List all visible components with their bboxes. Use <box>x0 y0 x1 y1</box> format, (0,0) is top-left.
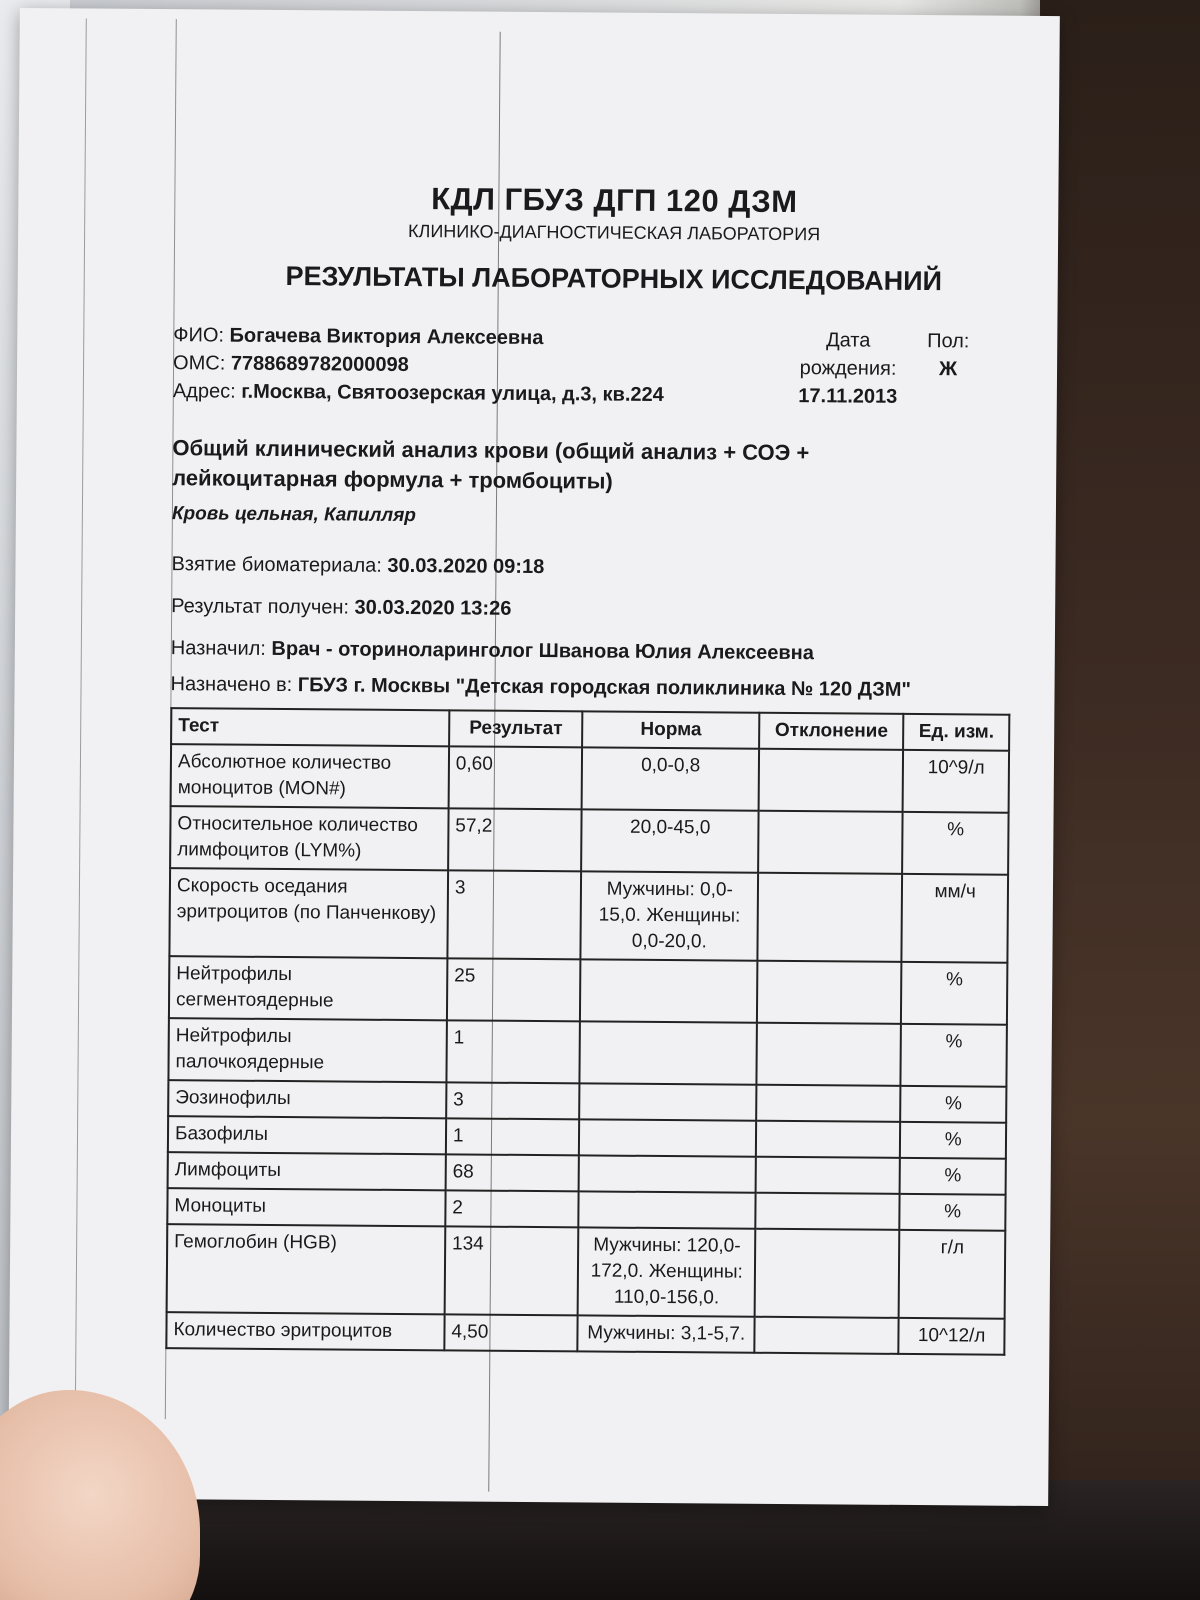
cell-result: 3 <box>446 1082 580 1119</box>
patient-address-line <box>173 377 773 410</box>
received-line <box>171 585 1011 634</box>
table-row <box>170 806 1008 875</box>
ordered-by: Врач - оториноларинголог Шванова Юлия Алексеевна <box>271 637 814 665</box>
cell-unit: % <box>901 1086 1007 1123</box>
ordered-by-label: Назначил: <box>170 637 266 660</box>
header-test: Тест <box>171 708 449 746</box>
oms-label: ОМС: <box>172 352 226 375</box>
table-row <box>168 1018 1006 1087</box>
cell-norm <box>579 1155 756 1192</box>
cell-deviation <box>756 1085 901 1122</box>
dob-label-line1: Дата <box>826 329 871 352</box>
patient-sex: Ж <box>938 358 958 381</box>
cell-test: Эозинофилы <box>168 1080 446 1118</box>
cell-norm: Мужчины: 3,1-5,7. <box>578 1315 755 1352</box>
cell-deviation <box>754 1317 899 1354</box>
table-row <box>169 868 1008 963</box>
cell-result: 57,2 <box>448 808 582 871</box>
header-deviation: Отклонение <box>759 713 904 750</box>
cell-deviation <box>756 1157 901 1194</box>
cell-deviation <box>755 1193 900 1230</box>
cell-norm: Мужчины: 0,0-15,0. Женщины: 0,0-20,0. <box>581 871 758 960</box>
lab-name: КДЛ ГБУЗ ДГП 120 ДЗМ <box>431 181 798 220</box>
cell-result: 25 <box>447 958 581 1021</box>
cell-unit: % <box>903 812 1009 875</box>
date-of-birth-block <box>793 326 904 411</box>
lab-report-sheet <box>8 8 1060 1506</box>
cell-norm <box>579 1191 756 1228</box>
patient-info <box>173 321 1014 424</box>
header-norm: Норма <box>583 711 760 748</box>
analysis-title: Общий клинический анализ крови (общий анализ + СОЭ + лейкоцитарная формула + тромбоциты) <box>172 435 810 494</box>
cell-test: Абсолютное количество моноцитов (MON#) <box>171 744 449 808</box>
cell-unit: % <box>901 1024 1007 1087</box>
ordered-in-line <box>170 669 1010 706</box>
cell-deviation <box>759 749 904 812</box>
collected-datetime: 30.03.2020 09:18 <box>387 554 545 579</box>
dob-label-line2: рождения: <box>799 357 897 380</box>
patient-dob: 17.11.2013 <box>798 385 898 408</box>
received-datetime: 30.03.2020 13:26 <box>354 596 512 620</box>
fio-label: ФИО: <box>173 324 225 347</box>
table-row <box>166 1312 1004 1355</box>
cell-result: 1 <box>446 1118 580 1155</box>
background-wooden-surface <box>1040 0 1200 1600</box>
cell-deviation <box>755 1229 900 1318</box>
ordered-in-label: Назначено в: <box>170 673 293 697</box>
cell-test: Скорость оседания эритроцитов (по Панченкову) <box>169 868 448 958</box>
address-label: Адрес: <box>172 380 236 403</box>
cell-unit: % <box>900 1158 1006 1195</box>
patient-fio: Богачева Виктория Алексеевна <box>229 324 544 350</box>
cell-norm <box>579 1119 756 1156</box>
cell-deviation <box>757 1023 902 1086</box>
cell-result: 1 <box>446 1020 580 1083</box>
cell-result: 134 <box>445 1226 579 1315</box>
received-label: Результат получен: <box>171 595 350 619</box>
cell-test: Нейтрофилы палочкоядерные <box>168 1018 446 1082</box>
cell-test: Лимфоциты <box>168 1152 446 1190</box>
ordered-by-line <box>171 627 1011 676</box>
cell-result: 4,50 <box>444 1314 578 1351</box>
cell-result: 68 <box>445 1154 579 1191</box>
patient-oms: 7788689782000098 <box>230 352 409 377</box>
lab-subtitle: КЛИНИКО-ДИАГНОСТИЧЕСКАЯ ЛАБОРАТОРИЯ <box>407 220 821 245</box>
collected-label: Взятие биоматериала: <box>171 553 382 577</box>
results-table <box>165 707 1010 1356</box>
cell-norm <box>580 959 757 1022</box>
cell-norm: 0,0-0,8 <box>582 747 759 810</box>
cell-norm: 20,0-45,0 <box>582 809 759 872</box>
ordered-in: ГБУЗ г. Москвы "Детская городская поликлиника № 120 ДЗМ" <box>297 674 912 701</box>
cell-test: Гемоглобин (HGB) <box>167 1224 446 1314</box>
table-row <box>169 956 1007 1025</box>
cell-deviation <box>756 1121 901 1158</box>
cell-unit: 10^12/л <box>899 1318 1005 1355</box>
table-row <box>171 744 1009 813</box>
cell-unit: мм/ч <box>902 874 1008 963</box>
collected-line <box>171 543 1011 592</box>
paper-fold-line-left <box>75 18 87 1398</box>
cell-test: Базофилы <box>168 1116 446 1154</box>
sample-type: Кровь цельная, Капилляр <box>171 503 417 527</box>
cell-unit: % <box>900 1122 1006 1159</box>
cell-norm <box>580 1083 757 1120</box>
sex-block <box>918 327 978 383</box>
cell-test: Нейтрофилы сегментоядерные <box>169 956 447 1020</box>
table-row <box>167 1224 1006 1319</box>
cell-test: Моноциты <box>167 1188 445 1226</box>
header-result: Результат <box>449 710 583 747</box>
cell-test: Количество эритроцитов <box>166 1312 444 1350</box>
cell-unit: % <box>901 962 1007 1025</box>
cell-deviation <box>758 873 903 962</box>
patient-details <box>173 321 774 410</box>
cell-result: 2 <box>445 1190 579 1227</box>
analysis-meta <box>170 543 1011 706</box>
header-unit: Ед. изм. <box>903 714 1009 751</box>
cell-norm <box>580 1021 757 1084</box>
cell-result: 3 <box>447 870 581 959</box>
sex-label: Пол: <box>927 330 970 353</box>
cell-unit: г/л <box>899 1230 1005 1319</box>
cell-norm: Мужчины: 120,0-172,0. Женщины: 110,0-156,0. <box>578 1227 755 1316</box>
cell-unit: % <box>900 1194 1006 1231</box>
document-title: РЕЗУЛЬТАТЫ ЛАБОРАТОРНЫХ ИССЛЕДОВАНИЙ <box>285 261 943 297</box>
cell-deviation <box>757 961 902 1024</box>
cell-deviation <box>758 811 903 874</box>
cell-unit: 10^9/л <box>903 750 1009 813</box>
cell-result: 0,60 <box>448 746 582 809</box>
cell-test: Относительное количество лимфоцитов (LYM%) <box>170 806 448 870</box>
report-content <box>165 179 1014 1356</box>
patient-address: г.Москва, Святоозерская улица, д.3, кв.224 <box>241 380 664 407</box>
